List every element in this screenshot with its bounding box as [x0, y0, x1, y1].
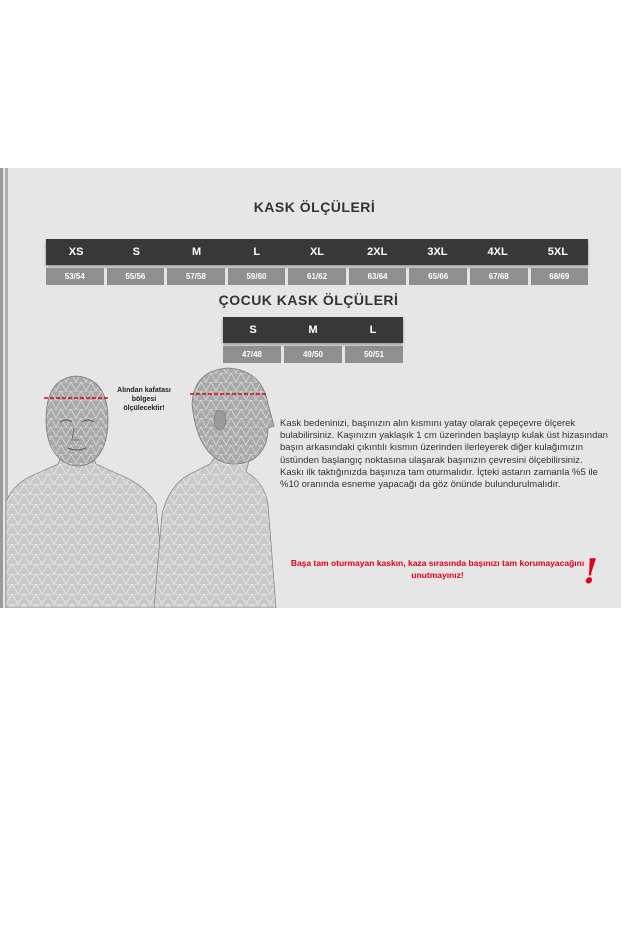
adult-measure-cell: 53/54: [46, 268, 104, 285]
adult-size-label: 5XL: [547, 246, 568, 258]
measure-callout: Alından kafatası bölgesi ölçülecektir!: [117, 387, 171, 412]
kids-size-label: S: [249, 324, 257, 336]
instruction-paragraph: Kask bedeninizi, başınızın alın kısmını yatay olarak çepeçevre ölçerek bulabilirsiniz. Kaşınızın yaklaşık 1 cm üzerinden başlayıp kulak üst hizasından başın arkasındaki çıkıntılı kısmın üzerinden ilerleyerek diğer kulağımızın üstünden başlangıç noktasına ulaşarak başınızın çevresini ölçebilirsiniz.: [280, 418, 608, 466]
measurement-instructions: [280, 418, 618, 491]
size-guide-panel: [0, 168, 621, 608]
fit-warning: Başa tam oturmayan kaskın, kaza sırasında başınızı tam korumayacağını unutmayınız!: [290, 558, 585, 580]
adult-measure-row: [46, 268, 588, 285]
kids-measure-cell: 49/50: [284, 346, 342, 363]
kids-measure-cell: 47/48: [223, 346, 281, 363]
instruction-paragraph: Kaskı ilk taktığınızda başınıza tam oturmalıdır. İçteki astarın zamanla %5 ile %10 oranında esneme yapacağı da göz önünde bulundurulmalıdır.: [280, 466, 598, 491]
kids-size-table: [223, 317, 403, 363]
adult-size-label: M: [191, 246, 202, 258]
adult-size-label: 4XL: [487, 246, 508, 258]
adult-size-header-row: [46, 239, 588, 265]
adult-measure-cell: 65/66: [409, 268, 467, 285]
kids-measure-row: [223, 346, 403, 363]
kids-size-label: M: [308, 324, 318, 336]
adult-measure-cell: 55/56: [107, 268, 165, 285]
adult-size-title: KASK ÖLÇÜLERİ: [253, 199, 376, 215]
adult-size-table: [46, 239, 588, 285]
adult-size-label: 3XL: [427, 246, 448, 258]
kids-size-header-row: [223, 317, 403, 343]
adult-size-label: XL: [309, 246, 325, 258]
adult-measure-cell: 59/60: [228, 268, 286, 285]
adult-size-label: L: [253, 246, 261, 258]
warning-exclamation-icon: !: [579, 552, 602, 592]
adult-measure-cell: 61/62: [288, 268, 346, 285]
kids-size-title: ÇOCUK KASK ÖLÇÜLERİ: [218, 292, 399, 308]
adult-measure-cell: 68/69: [531, 268, 589, 285]
adult-size-label: XS: [68, 246, 84, 258]
adult-size-label: S: [132, 246, 140, 258]
kids-measure-cell: 50/51: [345, 346, 403, 363]
adult-measure-cell: 57/58: [167, 268, 225, 285]
adult-size-label: 2XL: [367, 246, 388, 258]
adult-measure-cell: 67/68: [470, 268, 528, 285]
kids-size-label: L: [369, 324, 377, 336]
adult-measure-cell: 63/64: [349, 268, 407, 285]
